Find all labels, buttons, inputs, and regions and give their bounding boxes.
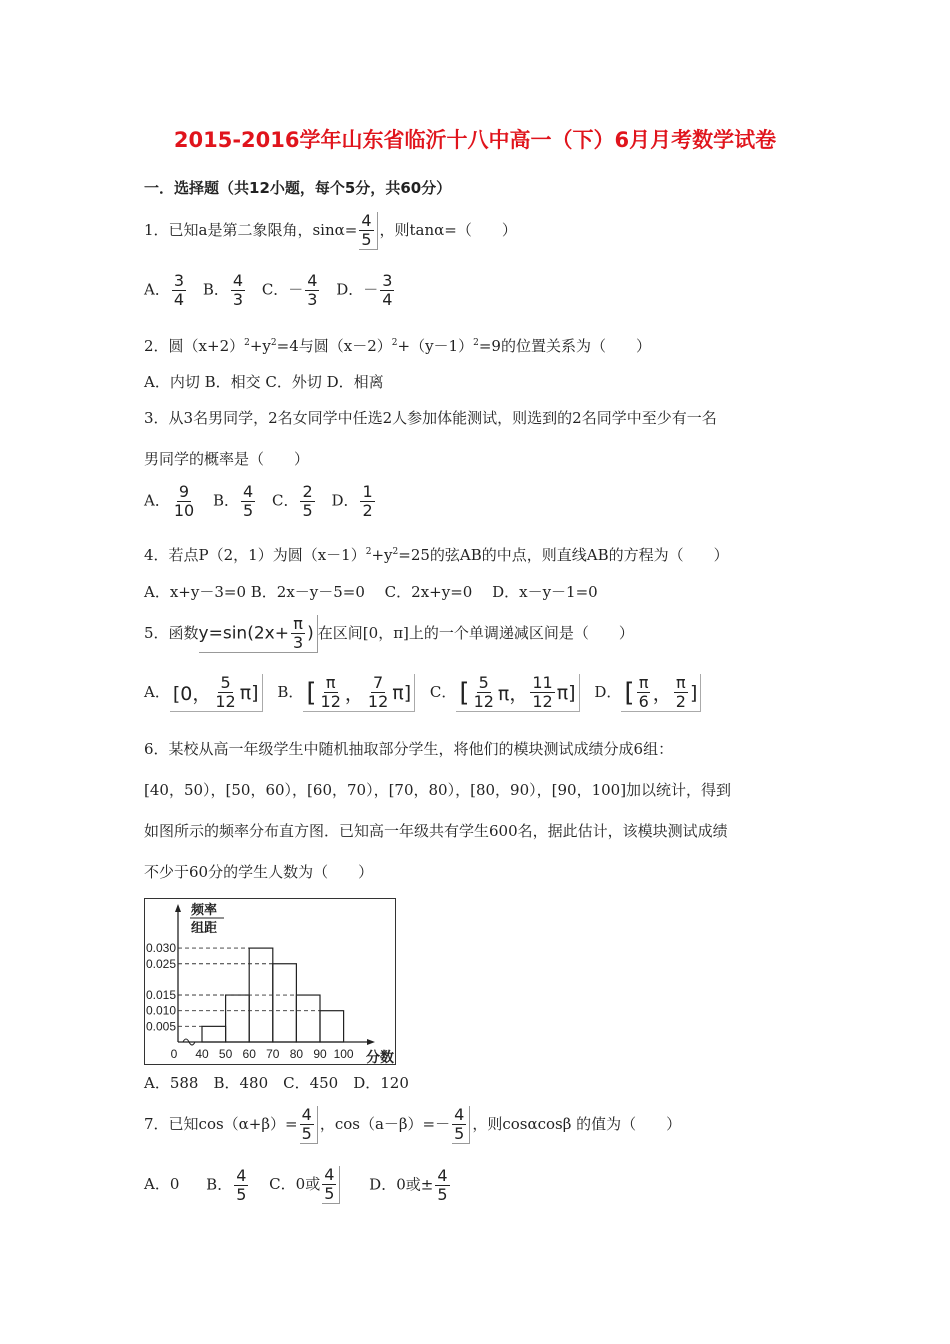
y-axis-arrow <box>175 904 181 912</box>
q3-line-1: 3．从3名男同学，2名女同学中任选2人参加体能测试，则选到的2名同学中至少有一名 <box>144 409 717 427</box>
q6-line-2: [40，50），[50，60），[60，70），[70，80），[80，90），[90，100]加以统计，得到 <box>144 781 732 799</box>
y-tick-label: 0.025 <box>146 956 177 971</box>
q2-options: A．内切 B．相交 C．外切 D．相离 <box>144 373 384 391</box>
histogram-bar <box>202 1026 226 1042</box>
y-label-top: 频率 <box>191 902 218 917</box>
y-label-bottom: 组距 <box>191 920 218 935</box>
q7-option-b: B． $\frac{4}{5}$ <box>206 1165 247 1204</box>
question-2: 2．圆$(x+2)^2+y^2=4$与圆$(x-2)^2+(y-1)^2=9$的位置关系为（ ） <box>144 337 651 355</box>
question-7: 7．已知cos（α+β）= $\frac{4}{5}$ ，cos（a－β）=－ $\frac{4}{5}$ ，则cosαcosβ 的值为（ ） <box>144 1105 682 1143</box>
q1-options <box>144 272 406 309</box>
histogram-bar <box>273 964 297 1042</box>
x-tick-label: 80 <box>289 1047 304 1061</box>
x-tick-label: 70 <box>266 1047 280 1061</box>
y-tick-label: 0.030 <box>146 941 177 956</box>
q3-option-b: B． $\frac{4}{5}$ <box>212 482 254 520</box>
histogram-bar <box>226 995 250 1042</box>
section-heading: 一．选择题（共12小题，每个5分，共60分） <box>144 179 452 197</box>
question-1 <box>144 212 517 250</box>
x-tick-label: 50 <box>218 1047 233 1061</box>
x-label: 分数 <box>366 1049 394 1065</box>
q4-options: A．x+y－3=0 B．2x－y－5=0 C．2x+y=0 D．x－y－1=0 <box>144 583 598 601</box>
x-tick-label: 100 <box>333 1047 354 1061</box>
q3-options <box>144 483 387 520</box>
q6-line-3: 如图所示的频率分布直方图．已知高一年级共有学生600名，据此估计，该模块测试成绩 <box>144 822 728 840</box>
q5-option-b: B． [ $\frac{\pi}{12}$ ， $\frac{7}{12}$ π] <box>277 674 415 712</box>
question-5: 5．函数y=sin(2x+ $\frac{\pi}{3}$ ) 在区间[0，π]上的一个单调递减区间是（ ） <box>144 614 634 652</box>
q3-option-a: A． $\frac{9}{10}$ <box>144 482 195 520</box>
chart-frame <box>145 899 396 1065</box>
page-title: 2015-2016学年山东省临沂十八中高一（下）6月月考数学试卷 <box>173 128 777 152</box>
y-tick-label: 0.010 <box>146 1003 177 1018</box>
y-tick-label: 0.015 <box>146 988 177 1003</box>
y-tick-label: 0.005 <box>146 1019 177 1034</box>
question-4: 4．若点P（2，1）为圆$(x-1)^2+y^2=25$的弦AB的中点，则直线AB的方程为（ ） <box>144 546 729 564</box>
q1-text-pre: 1．已知a是第二象限角，sinα= <box>144 221 358 239</box>
frequency-histogram <box>144 898 396 1065</box>
q1-option-b: B． $\frac{4}{3}$ <box>202 271 244 309</box>
q5-option-c: C． [ $\frac{5}{12}$ π， $\frac{11}{12}$ π] <box>430 674 580 712</box>
q7-option-c: C．0或 $\frac{4}{5}$ <box>269 1166 342 1204</box>
histogram-bar <box>320 1011 344 1042</box>
q3-line-2: 男同学的概率是（ ） <box>144 450 310 468</box>
q1-fraction: $\frac{4}{5}$ <box>359 212 377 250</box>
q5-options <box>144 674 711 712</box>
q7-option-d: D．0或± $\frac{4}{5}$ <box>369 1165 448 1204</box>
x-tick-label: 60 <box>242 1047 256 1061</box>
q5-function: y=sin(2x+ $\frac{\pi}{3}$ ) <box>199 615 318 653</box>
q5-option-d: D． [ $\frac{\pi}{6}$ ， $\frac{\pi}{2}$ ] <box>594 674 701 712</box>
q7-option-a: A．0 <box>144 1175 180 1193</box>
origin-label: 0 <box>170 1047 178 1061</box>
x-tick-label: 40 <box>195 1047 209 1061</box>
q1-option-a: A． $\frac{3}{4}$ <box>144 271 185 309</box>
q6-options: A．588 B．480 C．450 D．120 <box>144 1074 409 1092</box>
q3-option-c: C． $\frac{2}{5}$ <box>271 482 313 520</box>
x-axis-arrow <box>367 1039 375 1045</box>
q1-text-post: ，则tanα=（ ） <box>379 221 517 239</box>
q1-option-c: C．－ $\frac{4}{3}$ <box>261 271 318 309</box>
q1-option-d: D．－ $\frac{3}{4}$ <box>336 271 393 309</box>
q3-option-d: D． $\frac{1}{2}$ <box>331 482 373 520</box>
q7-options <box>144 1166 462 1204</box>
x-tick-label: 90 <box>313 1047 327 1061</box>
q6-line-4: 不少于60分的学生人数为（ ） <box>144 863 374 881</box>
histogram-bar <box>296 995 320 1042</box>
q6-line-1: 6．某校从高一年级学生中随机抽取部分学生，将他们的模块测试成绩分成6组： <box>144 740 674 758</box>
q5-option-a: A． [0， $\frac{5}{12}$ π] <box>144 674 263 712</box>
